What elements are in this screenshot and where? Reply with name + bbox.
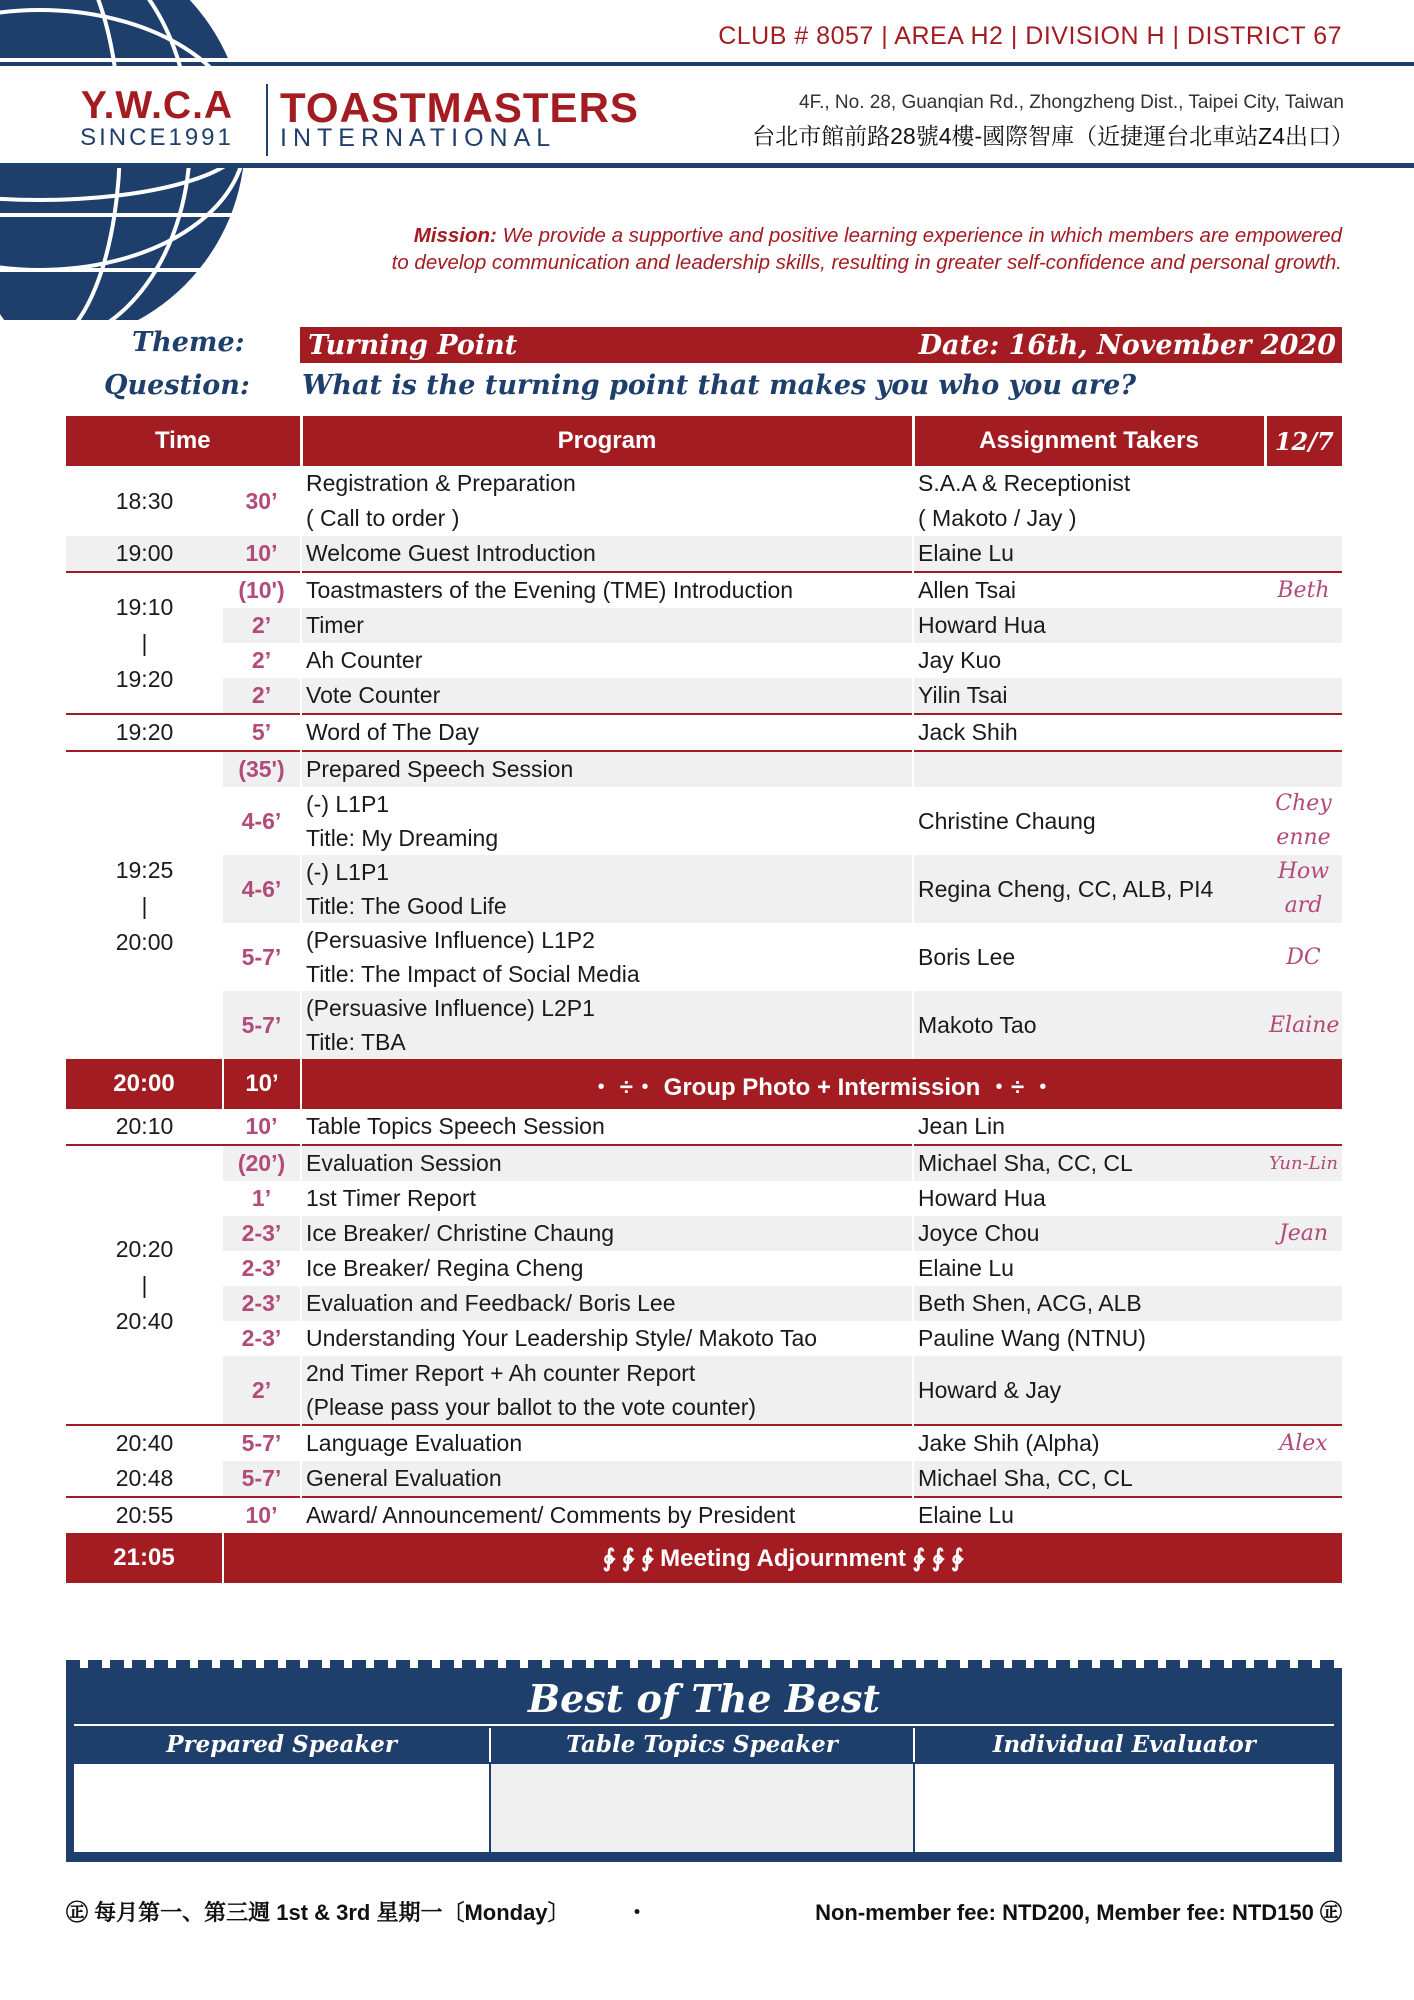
program-cell: 1st Timer Report: [301, 1181, 913, 1216]
program-cell: Evaluation and Feedback/ Boris Lee: [301, 1286, 913, 1321]
club-info-line: CLUB # 8057 | AREA H2 | DIVISION H | DISTRICT 67: [718, 22, 1342, 50]
time-start: 19:10: [115, 594, 174, 620]
assignee-cell: Jay Kuo: [913, 643, 1265, 678]
table-row: [66, 1145, 1342, 1181]
duration-cell: 1’: [251, 1185, 272, 1211]
table-row: [66, 1356, 1342, 1425]
program-cell: 2nd Timer Report + Ah counter Report (Please pass your ballot to the vote counter): [301, 1356, 913, 1425]
program-cell: Registration & Preparation: [301, 466, 913, 501]
international-logo-text: INTERNATIONAL: [280, 124, 557, 152]
assignee-cell: Makoto Tao: [913, 991, 1265, 1059]
duration-cell: 2-3’: [241, 1325, 282, 1351]
duration-cell: 30’: [245, 487, 278, 514]
assignee-cell: Christine Chaung: [913, 787, 1265, 855]
duration-cell: 2’: [251, 1376, 272, 1403]
table-row: [66, 608, 1342, 643]
adjournment-text: ∲ ∲ ∲ Meeting Adjournment ∲ ∲ ∲: [223, 1533, 1342, 1583]
time-cell: 18:30: [115, 487, 174, 514]
time-separator: |: [141, 1272, 148, 1298]
address-english: 4F., No. 28, Guanqian Rd., Zhongzheng Dist., Taipei City, Taiwan: [799, 92, 1344, 113]
table-row: [66, 751, 1342, 787]
table-row: [66, 466, 1342, 501]
table-row: [66, 923, 1342, 991]
time-cell: 20:40: [66, 1425, 223, 1461]
program-cell: Ice Breaker/ Christine Chaung: [301, 1216, 913, 1251]
time-separator: |: [141, 892, 148, 919]
duration-cell: 10’: [245, 1113, 278, 1139]
table-row: [66, 1321, 1342, 1356]
assignee-cell: Jack Shih: [913, 714, 1265, 751]
program-cell: [301, 787, 913, 855]
assignee-cell: Elaine Lu: [913, 536, 1265, 572]
speech-title: Title: My Dreaming: [306, 825, 499, 851]
program-cell: [301, 991, 913, 1059]
duration-cell: 2’: [251, 612, 272, 638]
since-text: SINCE1991: [80, 124, 234, 151]
duration-cell: (10'): [223, 572, 301, 608]
speech-path: (-) L1P1: [306, 859, 390, 885]
time-cell: 20:00: [66, 1059, 223, 1109]
program-cell: Welcome Guest Introduction: [301, 536, 913, 572]
speech-path: (Persuasive Influence) L1P2: [306, 927, 595, 953]
duration-cell: 4-6’: [241, 807, 282, 834]
table-row: [66, 1461, 1342, 1497]
duration-cell: 5-7’: [241, 943, 282, 970]
assignee-cell: Michael Sha, CC, CL: [913, 1461, 1265, 1497]
table-row: [66, 1109, 1342, 1145]
time-cell: 20:10: [115, 1113, 174, 1139]
duration-cell: 2’: [251, 647, 272, 673]
assignee-cell: Beth Shen, ACG, ALB: [913, 1286, 1265, 1321]
toastmasters-logo-text: TOASTMASTERS: [280, 84, 639, 131]
agenda-table: [66, 416, 1342, 1583]
header-time: Time: [66, 416, 301, 466]
table-row: [66, 1497, 1342, 1533]
assignee-cell: Jean Lin: [913, 1109, 1265, 1145]
header-extra: 12/7: [1265, 416, 1342, 466]
vote-box-table-topics[interactable]: [489, 1764, 912, 1852]
speech-path: (-) L1P1: [306, 791, 390, 817]
table-row: [66, 536, 1342, 572]
assignee-cell: Jake Shih (Alpha): [913, 1425, 1265, 1461]
program-cell: [301, 855, 913, 923]
best-divider: [74, 1724, 1334, 1726]
speech-title: Title: TBA: [306, 1029, 406, 1055]
time-cell: 19:00: [115, 540, 174, 566]
duration-cell: 2-3’: [241, 1220, 282, 1246]
note-cell: Beth: [1265, 572, 1342, 608]
question-label: Question:: [104, 370, 250, 401]
header-assignment: Assignment Takers: [913, 416, 1265, 466]
assignee-cell: S.A.A & Receptionist: [913, 466, 1265, 501]
best-vote-boxes: [74, 1764, 1334, 1852]
time-cell: 20:55: [66, 1497, 223, 1533]
time-end: 20:40: [115, 1308, 174, 1334]
address-chinese: 台北市館前路28號4樓-國際智庫（近捷運台北車站Z4出口）: [752, 123, 1354, 149]
table-row: [66, 1425, 1342, 1461]
assignee-cell: Howard & Jay: [913, 1356, 1265, 1425]
assignee-cell: Pauline Wang (NTNU): [913, 1321, 1265, 1356]
time-end: 20:00: [115, 928, 174, 955]
time-cell: 19:20: [66, 714, 223, 751]
time-range-cell: [66, 1145, 223, 1425]
program-cell: Language Evaluation: [301, 1425, 913, 1461]
mission-label: Mission:: [413, 224, 497, 247]
duration-cell: 2’: [251, 682, 272, 708]
header-program: Program: [301, 416, 913, 466]
note-cell: Jean: [1278, 1221, 1329, 1246]
program-cell: Timer: [301, 608, 913, 643]
time-end: 19:20: [115, 666, 174, 692]
table-row: [66, 1216, 1342, 1251]
program-cell: Table Topics Speech Session: [301, 1109, 913, 1145]
assignee-cell: Yilin Tsai: [913, 678, 1265, 714]
program-cell: Vote Counter: [301, 678, 913, 714]
program-cell: Prepared Speech Session: [301, 751, 913, 787]
theme-label: Theme:: [132, 327, 245, 358]
mission-statement: [230, 222, 1342, 276]
assignee-cell: Joyce Chou: [913, 1216, 1265, 1251]
best-title: Best of The Best: [528, 1676, 880, 1721]
note-cell: How ard: [1277, 859, 1330, 918]
theme-value: Turning Point: [308, 330, 518, 361]
table-row: [66, 714, 1342, 751]
vote-box-evaluator[interactable]: [913, 1764, 1334, 1852]
theme-bar: [300, 327, 1342, 363]
best-column-headers: [74, 1728, 1334, 1762]
table-row: [66, 1251, 1342, 1286]
assignee-cell: Allen Tsai: [913, 572, 1265, 608]
note-cell: Elaine: [1269, 1012, 1340, 1038]
time-range-cell: [66, 751, 223, 1059]
time-separator: |: [141, 630, 148, 656]
time-cell: 21:05: [66, 1533, 223, 1583]
note-cell: Alex: [1265, 1425, 1342, 1461]
program-cell: Word of The Day: [301, 714, 913, 751]
program-cell: Ah Counter: [301, 643, 913, 678]
note-cell: Chey enne: [1275, 791, 1332, 850]
table-row: [66, 572, 1342, 608]
best-of-best-panel: [66, 1668, 1342, 1862]
assignee-cell: Michael Sha, CC, CL: [913, 1145, 1265, 1181]
assignee-cell: Elaine Lu: [913, 1251, 1265, 1286]
best-col-prepared: Prepared Speaker: [166, 1731, 398, 1758]
time-start: 19:25: [115, 856, 174, 883]
time-cell: 20:48: [66, 1461, 223, 1497]
assignee-cell: Regina Cheng, CC, ALB, PI4: [913, 855, 1265, 923]
meeting-date: Date: 16th, November 2020: [918, 330, 1336, 361]
assignee-cell: Boris Lee: [913, 923, 1265, 991]
mission-text-1: We provide a supportive and positive learning experience in which members are empowered: [496, 224, 1342, 247]
duration-cell: 10’: [223, 1497, 301, 1533]
program-cell: Ice Breaker/ Regina Cheng: [301, 1251, 913, 1286]
program-cell: Understanding Your Leadership Style/ Makoto Tao: [301, 1321, 913, 1356]
assignee-cell: ( Makoto / Jay ): [913, 501, 1265, 536]
footer-schedule: ㊣ 每月第一、第三週 1st & 3rd 星期一〔Monday〕: [66, 1900, 570, 1925]
program-cell: [301, 923, 913, 991]
table-header-row: [66, 416, 1342, 466]
intermission-text: ・ ÷・ Group Photo + Intermission ・÷ ・: [301, 1059, 1342, 1109]
time-range-cell: [66, 572, 223, 714]
table-row: [66, 855, 1342, 923]
intermission-banner: [66, 1059, 1342, 1109]
ywca-logo-text: Y.W.C.A: [80, 84, 234, 127]
note-cell: Yun-Lin: [1265, 1145, 1342, 1181]
duration-cell: 10’: [223, 1059, 301, 1109]
speech-title: Title: The Good Life: [306, 893, 507, 919]
duration-cell: (20’): [223, 1145, 301, 1181]
footer-dot: ・: [626, 1900, 649, 1925]
header-top-rule: [215, 62, 1414, 66]
duration-cell: 5-7’: [241, 1011, 282, 1038]
assignee-cell: Howard Hua: [913, 608, 1265, 643]
note-cell: DC: [1286, 944, 1321, 970]
program-cell: Evaluation Session: [301, 1145, 913, 1181]
logo-divider: [266, 84, 268, 156]
best-col-evaluator: Individual Evaluator: [913, 1728, 1334, 1762]
adjournment-banner: [66, 1533, 1342, 1583]
program-cell: General Evaluation: [301, 1461, 913, 1497]
time-start: 20:20: [115, 1236, 174, 1262]
duration-cell: (35'): [223, 751, 301, 787]
program-cell: Toastmasters of the Evening (TME) Introduction: [301, 572, 913, 608]
best-col-table-topics: Table Topics Speaker: [489, 1728, 912, 1762]
table-row: [66, 1181, 1342, 1216]
program-cell: ( Call to order ): [301, 501, 913, 536]
speech-title: Title: The Impact of Social Media: [306, 961, 640, 987]
table-row: [66, 643, 1342, 678]
duration-cell: 2-3’: [241, 1290, 282, 1316]
mission-text-2: to develop communication and leadership skills, resulting in greater self-confidence and personal growth.: [391, 251, 1342, 274]
table-row: [66, 787, 1342, 855]
assignee-cell: Howard Hua: [913, 1181, 1265, 1216]
speech-path: (Persuasive Influence) L2P1: [306, 995, 595, 1021]
duration-cell: 10’: [245, 540, 278, 566]
table-row: [66, 678, 1342, 714]
duration-cell: 5’: [223, 714, 301, 751]
header-bottom-rule: [0, 163, 1414, 168]
duration-cell: 5-7’: [223, 1425, 301, 1461]
duration-cell: 5-7’: [241, 1465, 282, 1491]
footer-fees: Non-member fee: NTD200, Member fee: NTD150 ㊣: [815, 1900, 1342, 1925]
program-cell: Award/ Announcement/ Comments by President: [301, 1497, 913, 1533]
duration-cell: 2-3’: [241, 1255, 282, 1281]
question-value: What is the turning point that makes you who you are?: [302, 370, 1137, 401]
assignee-cell: Elaine Lu: [913, 1497, 1265, 1533]
vote-box-prepared[interactable]: [74, 1764, 489, 1852]
table-row: [66, 991, 1342, 1059]
table-row: [66, 1286, 1342, 1321]
duration-cell: 4-6’: [241, 875, 282, 902]
